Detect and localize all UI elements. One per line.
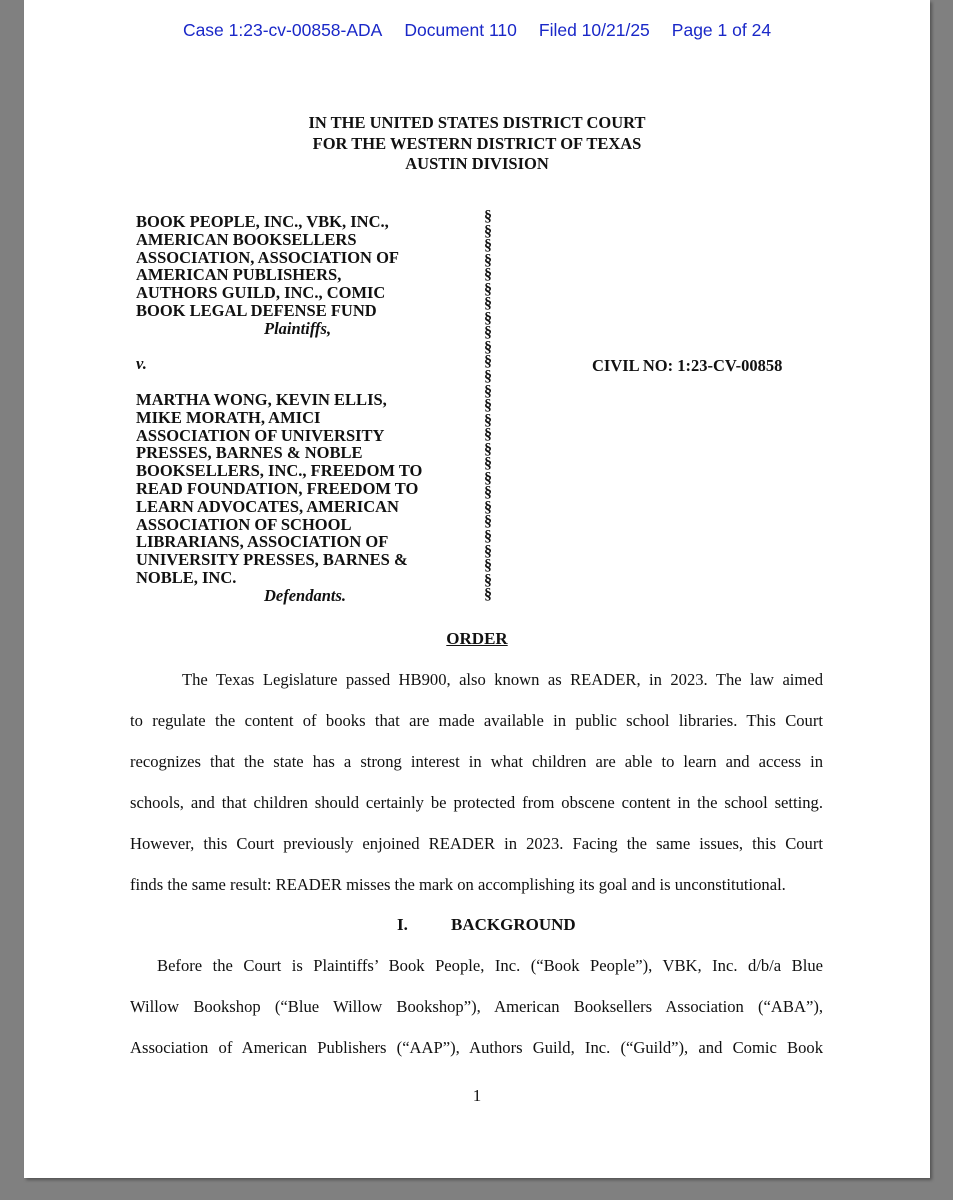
versus: v.: [136, 354, 147, 374]
defendants-line: NOBLE, INC.: [136, 567, 237, 587]
paragraph-line: to regulate the content of books that are made available in public school libraries. This Court: [130, 711, 823, 730]
court-line-3: AUSTIN DIVISION: [405, 154, 549, 173]
defendants-line: PRESSES, BARNES & NOBLE: [136, 443, 363, 463]
defendants-line: MARTHA WONG, KEVIN ELLIS,: [136, 389, 387, 409]
section-symbol: §: [484, 280, 492, 298]
defendants-line: UNIVERSITY PRESSES, BARNES &: [136, 550, 408, 570]
ecf-header-stamp: [24, 20, 930, 41]
section-symbol: §: [484, 382, 492, 400]
filed-date: Filed 10/21/25: [538, 20, 650, 40]
section-symbol: §: [484, 338, 492, 356]
section-symbol: §: [484, 455, 492, 473]
section-symbol: §: [484, 586, 492, 604]
section-symbol-column: [478, 210, 498, 603]
page-number: 1: [472, 1086, 482, 1105]
defendants-line: MIKE MORATH, AMICI: [136, 407, 321, 427]
document-number: Document 110: [404, 20, 517, 40]
paragraph-line: However, this Court previously enjoined READER in 2023. Facing the same issues, this Court: [130, 834, 823, 853]
civil-number: CIVIL NO: 1:23-CV-00858: [592, 356, 783, 375]
section-symbol: §: [484, 528, 492, 546]
paragraph-line: The Texas Legislature passed HB900, also known as READER, in 2023. The law aimed: [182, 670, 823, 689]
document-page: [24, 0, 930, 1178]
section-title: BACKGROUND: [451, 915, 576, 934]
paragraph-line: Willow Bookshop (“Blue Willow Bookshop”), American Booksellers Association (“ABA”),: [130, 997, 823, 1016]
case-number: Case 1:23-cv-00858-ADA: [182, 20, 383, 40]
paragraph-line: finds the same result: READER misses the mark on accomplishing its goal and is unconstitutional.: [130, 875, 786, 894]
case-caption-parties: [136, 213, 476, 605]
section-symbol: §: [484, 251, 492, 269]
section-symbol: §: [484, 266, 492, 284]
defendants-line: BOOKSELLERS, INC., FREEDOM TO: [136, 461, 423, 481]
section-symbol: §: [484, 513, 492, 531]
defendants-line: ASSOCIATION OF SCHOOL: [136, 514, 352, 534]
page-count: Page 1 of 24: [671, 20, 772, 40]
section-symbol: §: [484, 237, 492, 255]
court-title: [24, 113, 930, 175]
section-number: I.: [397, 915, 408, 934]
section-symbol: §: [484, 411, 492, 429]
paragraph-line: Association of American Publishers (“AAP”), Authors Guild, Inc. (“Guild”), and Comic Book: [130, 1038, 823, 1057]
paragraph-line: Before the Court is Plaintiffs’ Book People, Inc. (“Book People”), VBK, Inc. d/b/a Blue: [157, 956, 823, 975]
plaintiffs-line: AUTHORS GUILD, INC., COMIC: [136, 283, 386, 303]
plaintiffs-line: AMERICAN BOOKSELLERS: [136, 229, 357, 249]
section-symbol: §: [484, 368, 492, 386]
defendants-line: READ FOUNDATION, FREEDOM TO: [136, 478, 419, 498]
section-symbol: §: [484, 222, 492, 240]
defendants-line: LEARN ADVOCATES, AMERICAN: [136, 496, 399, 516]
section-symbol: §: [484, 498, 492, 516]
paragraph-line: schools, and that children should certainly be protected from obscene content in the school setting.: [130, 793, 823, 812]
paragraph-line: recognizes that the state has a strong interest in what children are able to learn and access in: [130, 752, 823, 771]
section-symbol: §: [484, 469, 492, 487]
plaintiffs-role: Plaintiffs,: [264, 318, 332, 338]
defendants-line: LIBRARIANS, ASSOCIATION OF: [136, 532, 389, 552]
section-symbol: §: [484, 571, 492, 589]
plaintiffs-line: BOOK LEGAL DEFENSE FUND: [136, 300, 377, 320]
section-symbol: §: [484, 484, 492, 502]
section-symbol: §: [484, 557, 492, 575]
plaintiffs-line: AMERICAN PUBLISHERS,: [136, 265, 342, 285]
defendants-line: ASSOCIATION OF UNIVERSITY: [136, 425, 385, 445]
order-title: ORDER: [446, 629, 508, 648]
section-symbol: §: [484, 208, 492, 225]
section-symbol: §: [484, 309, 492, 327]
court-line-2: FOR THE WESTERN DISTRICT OF TEXAS: [312, 133, 642, 153]
section-symbol: §: [484, 542, 492, 560]
section-symbol: §: [484, 353, 492, 371]
plaintiffs-line: BOOK PEOPLE, INC., VBK, INC.,: [136, 212, 389, 231]
section-symbol: §: [484, 440, 492, 458]
section-symbol: §: [484, 426, 492, 444]
section-symbol: §: [484, 295, 492, 313]
court-line-1: IN THE UNITED STATES DISTRICT COURT: [308, 113, 646, 132]
section-symbol: §: [484, 397, 492, 415]
defendants-role: Defendants.: [264, 585, 347, 605]
plaintiffs-line: ASSOCIATION, ASSOCIATION OF: [136, 247, 399, 267]
section-symbol: §: [484, 324, 492, 342]
